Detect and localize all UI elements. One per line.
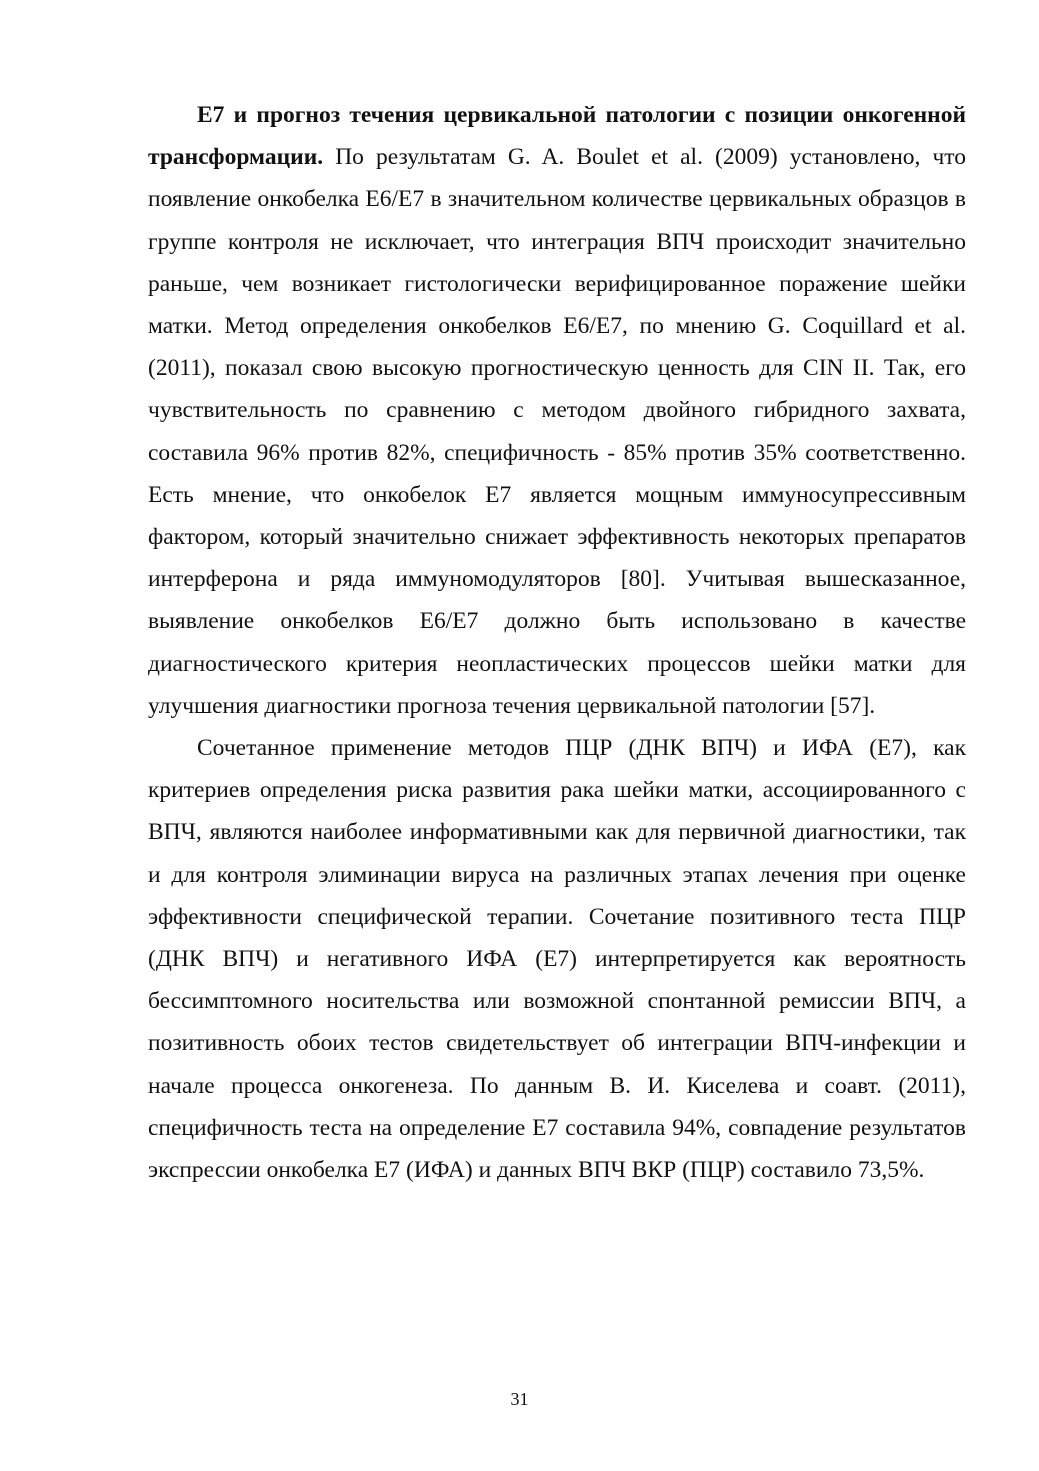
paragraph-1 [148, 94, 966, 727]
paragraph-2-text: Сочетанное применение методов ПЦР (ДНК ВПЧ) и ИФА (Е7), как критериев определения риска развития рака шейки матки, ассоциированного с ВПЧ, являются наиболее информативными как для первичной диагностики, так и для контроля элиминации вируса на различных этапах лечения при оценке эффективности специфической терапии. Сочетание позитивного теста ПЦР (ДНК ВПЧ) и негативного ИФА (Е7) интерпретируется как вероятность бессимптомного носительства или возможной спонтанной ремиссии ВПЧ, а позитивность обоих тестов свидетельствует об интеграции ВПЧ-инфекции и начале процесса онкогенеза. По данным В. И. Киселева и соавт. (2011), специфичность теста на определение Е7 составила 94%, совпадение результатов экспрессии онкобелка Е7 (ИФА) и данных ВПЧ ВКР (ПЦР) составило 73,5%. [148, 735, 966, 1184]
paragraph-1-text: По результатам G. A. Boulet et al. (2009) установлено, что появление онкобелка Е6/Е7 в значительном количестве цервикальных образцов в группе контроля не исключает, что интеграция ВПЧ происходит значительно раньше, чем возникает гистологически верифицированное поражение шейки матки. Метод определения онкобелков Е6/Е7, по мнению G. Coquillard et al. (2011), показал свою высокую прогностическую ценность для CIN II. Так, его чувствительность по сравнению с методом двойного гибридного захвата, составила 96% против 82%, специфичность - 85% против 35% соответственно. Есть мнение, что онкобелок Е7 является мощным иммуносупрессивным фактором, который значительно снижает эффективность некоторых препаратов интерферона и ряда иммуномодуляторов [80]. Учитывая вышесказанное, выявление онкобелков Е6/Е7 должно быть использовано в качестве диагностического критерия неопластических процессов шейки матки для улучшения диагностики прогноза течения цервикальной патологии [57]. [148, 144, 966, 719]
paragraph-2 [148, 727, 966, 1191]
section-heading: Е7 и прогноз течения цервикальной патологии с позиции онкогенной трансформации. [148, 102, 966, 171]
page-body [148, 94, 966, 1191]
page-number: 31 [510, 1389, 529, 1409]
